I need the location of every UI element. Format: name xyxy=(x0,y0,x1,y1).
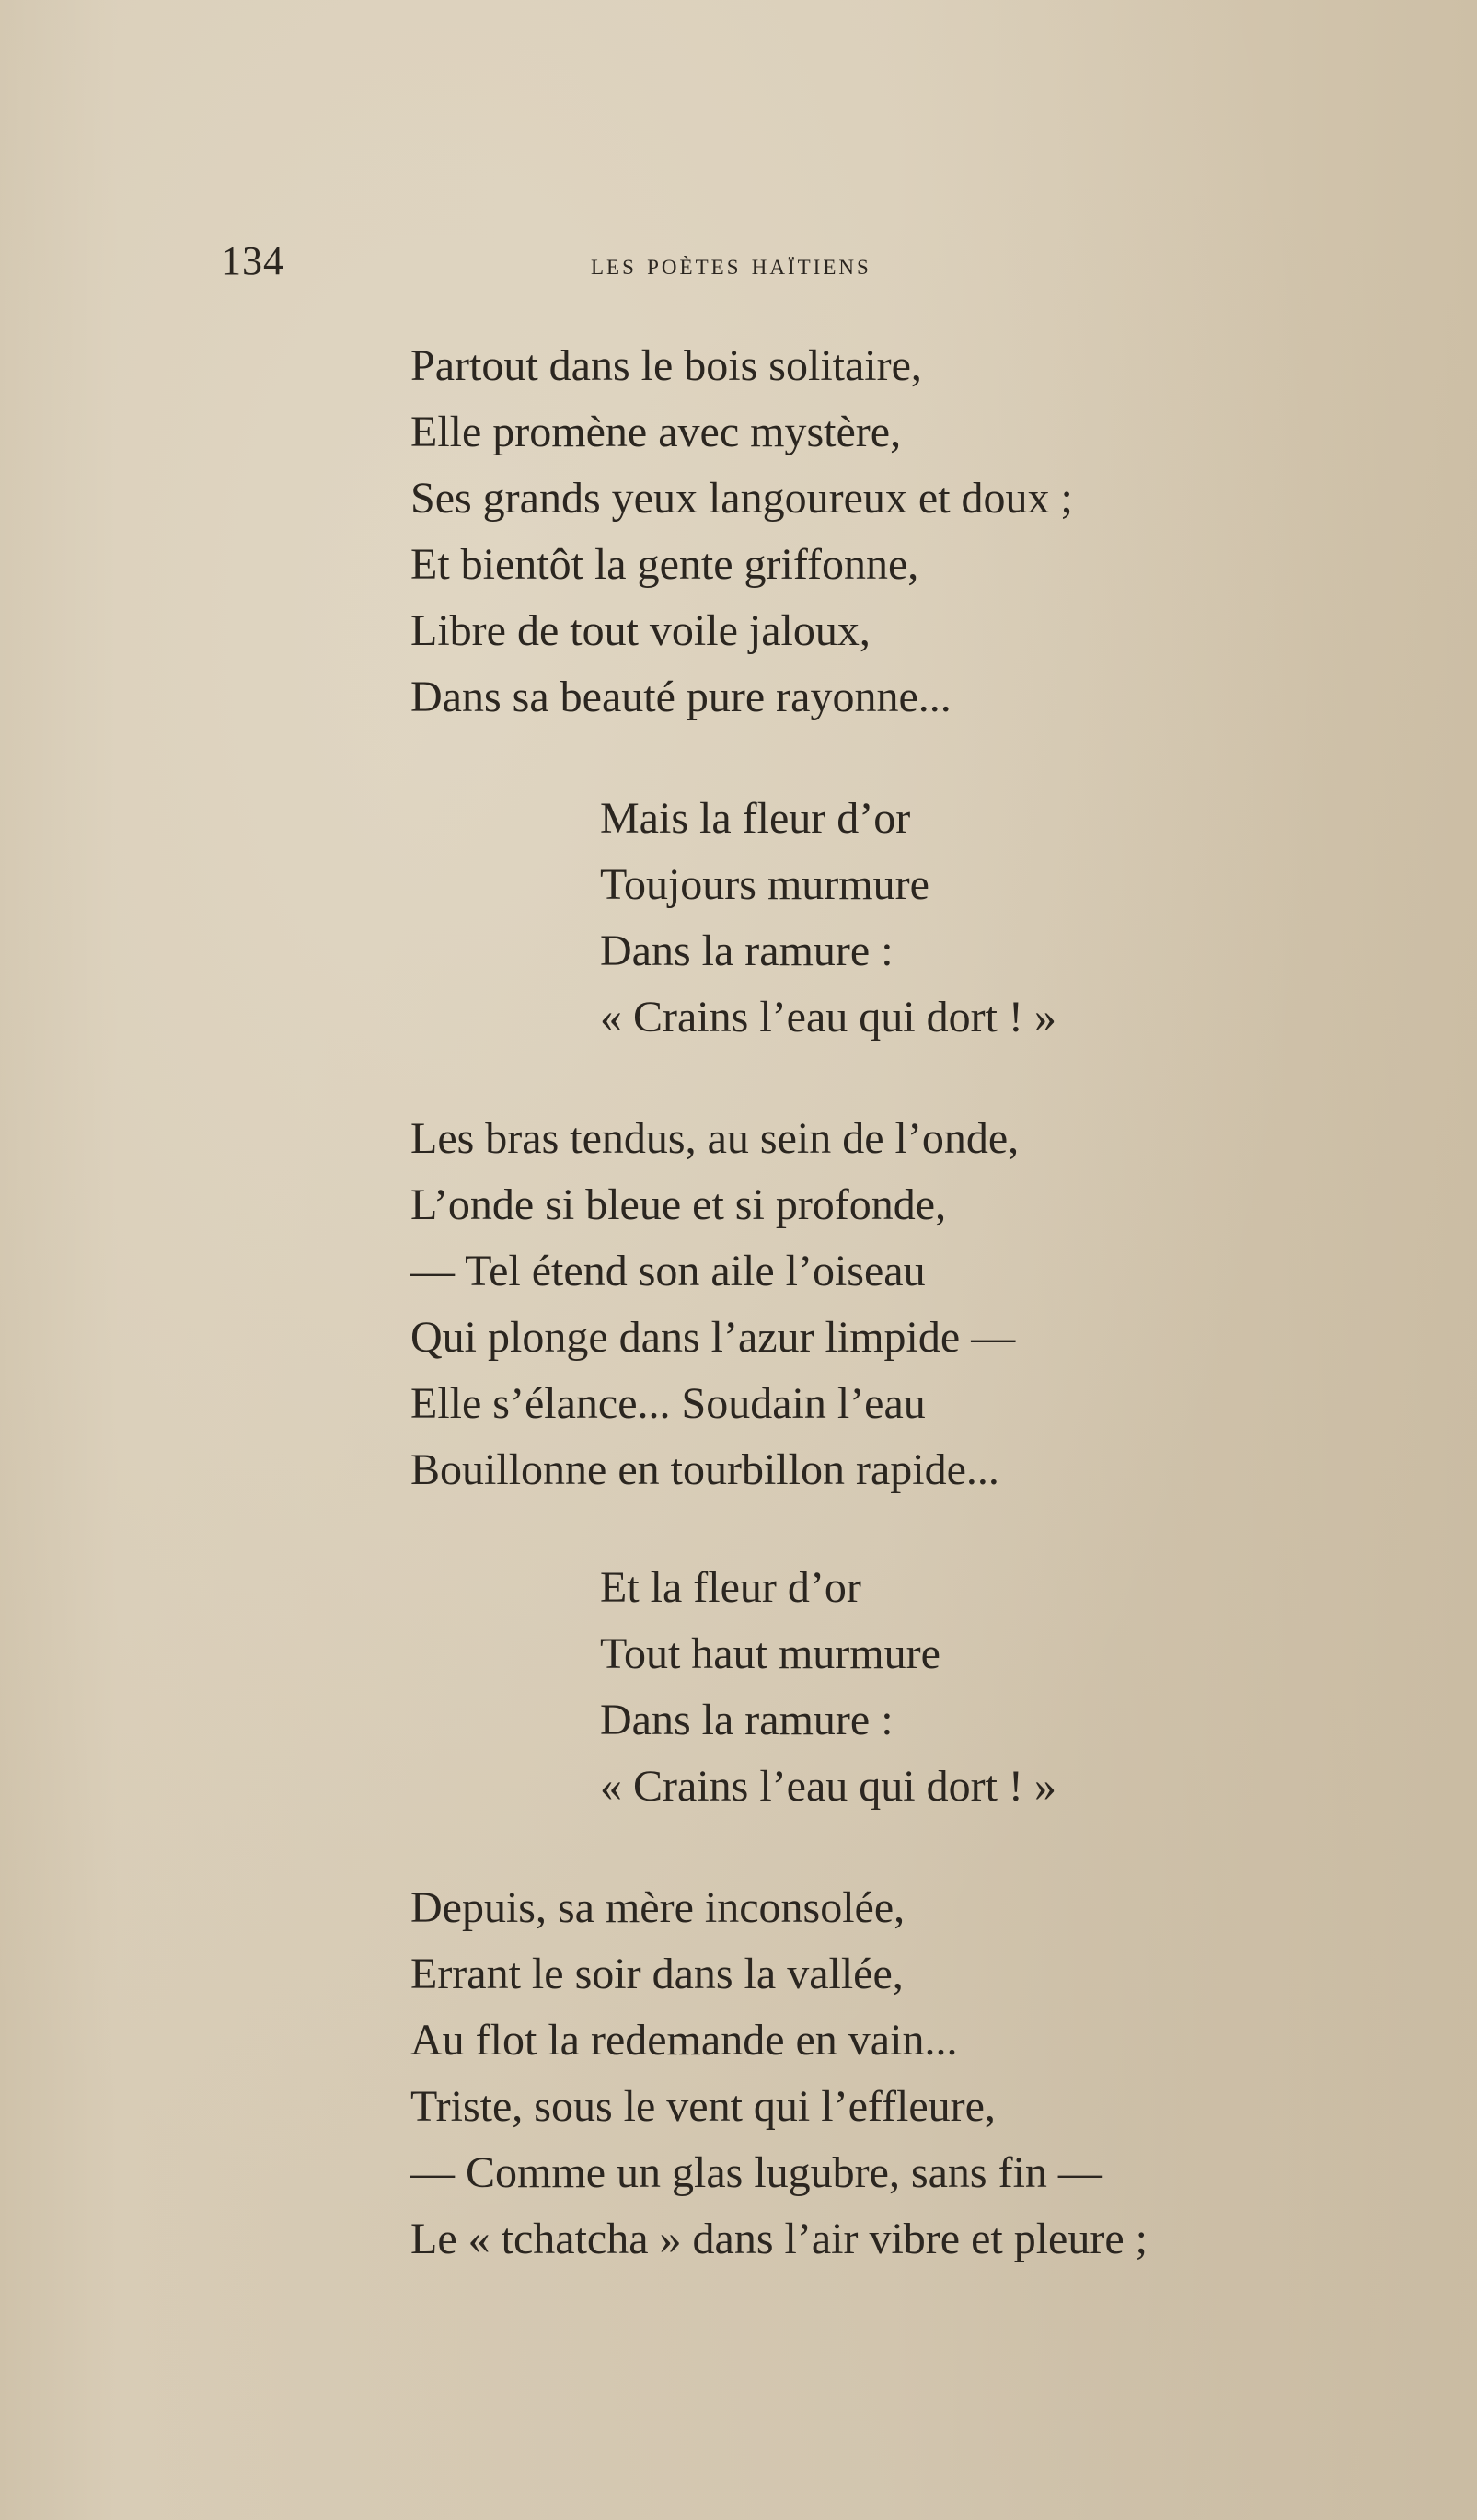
refrain-line: Tout haut murmure xyxy=(600,1629,940,1678)
refrain-line: « Crains l’eau qui dort ! » xyxy=(600,993,1056,1041)
verse-line: — Comme un glas lugubre, sans fin — xyxy=(410,2148,1102,2197)
verse-line: Dans sa beauté pure rayonne... xyxy=(410,673,952,721)
stanza-1 xyxy=(410,333,1073,731)
refrain-line: Dans la ramure : xyxy=(600,1696,894,1744)
verse-line: Les bras tendus, au sein de l’onde, xyxy=(410,1114,1020,1163)
refrain-line: Mais la fleur d’or xyxy=(600,794,911,843)
verse-line: Partout dans le bois solitaire, xyxy=(410,341,922,390)
verse-line: Et bientôt la gente griffonne, xyxy=(410,540,919,589)
verse-line: Elle promène avec mystère, xyxy=(410,408,902,456)
verse-line: Triste, sous le vent qui l’effleure, xyxy=(410,2082,996,2131)
verse-line: — Tel étend son aile l’oiseau xyxy=(410,1247,926,1295)
verse-line: Ses grands yeux langoureux et doux ; xyxy=(410,474,1073,523)
refrain-line: « Crains l’eau qui dort ! » xyxy=(600,1762,1056,1811)
stanza-3 xyxy=(410,1875,1148,2273)
page-number: 134 xyxy=(221,238,284,283)
verse-line: Qui plonge dans l’azur limpide — xyxy=(410,1313,1016,1362)
verse-line: Au flot la redemande en vain... xyxy=(410,2016,958,2065)
verse-line: Libre de tout voile jaloux, xyxy=(410,606,871,655)
verse-line: Bouillonne en tourbillon rapide... xyxy=(410,1445,999,1494)
refrain-1 xyxy=(600,786,1056,1051)
running-title: les poètes haïtiens xyxy=(591,248,871,282)
stanza-2 xyxy=(410,1106,1019,1503)
refrain-line: Toujours murmure xyxy=(600,860,929,909)
refrain-line: Dans la ramure : xyxy=(600,926,894,975)
verse-line: Le « tchatcha » dans l’air vibre et pleure ; xyxy=(410,2215,1148,2263)
verse-line: Errant le soir dans la vallée, xyxy=(410,1950,904,1998)
refrain-line: Et la fleur d’or xyxy=(600,1563,861,1612)
verse-line: Depuis, sa mère inconsolée, xyxy=(410,1883,906,1932)
verse-line: L’onde si bleue et si profonde, xyxy=(410,1180,947,1229)
verse-line: Elle s’élance... Soudain l’eau xyxy=(410,1379,926,1428)
refrain-2 xyxy=(600,1555,1056,1820)
